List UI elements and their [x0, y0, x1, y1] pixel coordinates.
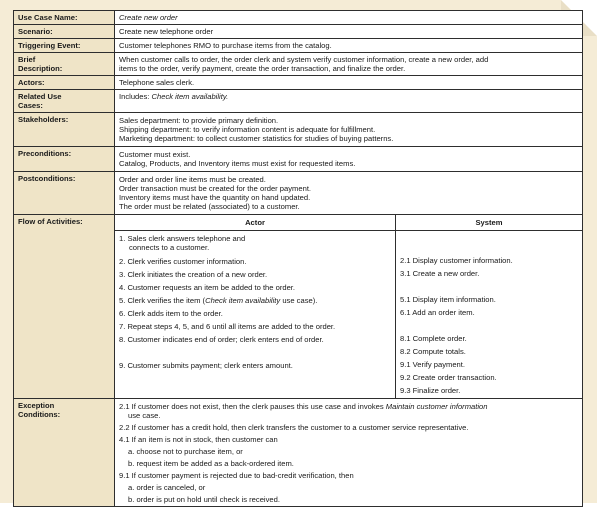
system-step: 6.1 Add an order item. — [400, 308, 475, 317]
row-label: Preconditions: — [14, 147, 115, 172]
system-step: 8.1 Complete order. — [400, 334, 467, 343]
system-step: 3.1 Create a new order. — [400, 269, 480, 278]
step-text: 5. Clerk verifies the item ( — [119, 296, 206, 305]
use-case-name-value: Create new order — [115, 11, 583, 25]
flow-of-activities-row — [14, 215, 583, 399]
actor-step: 6. Clerk adds item to the order. — [119, 309, 223, 318]
actor-step — [119, 234, 391, 252]
use-case-name-row — [14, 11, 583, 25]
stakeholders-row — [14, 113, 583, 147]
label-line: Exception — [18, 401, 55, 410]
actor-step: 2. Clerk verifies customer information. — [119, 257, 247, 266]
related-use-cases-value — [115, 90, 583, 113]
flow-of-activities-value — [115, 215, 583, 399]
flow-table — [115, 215, 582, 398]
label-line: Description: — [18, 64, 63, 73]
triggering-event-value: Customer telephones RMO to purchase items from the catalog. — [115, 39, 583, 53]
step-use-case: Check item availability — [205, 296, 281, 305]
step-text: connects to a customer. — [129, 243, 210, 252]
text-line: The order must be related (associated) to a customer. — [119, 202, 300, 211]
preconditions-row — [14, 147, 583, 172]
exception-item: 9.1 If customer payment is rejected due to bad-credit verification, then — [119, 471, 354, 480]
included-use-case: Check item availability. — [151, 92, 229, 101]
exception-item — [119, 402, 578, 420]
text-line: Customer must exist. — [119, 150, 191, 159]
system-column — [396, 231, 583, 399]
step-text: 1. Sales clerk answers telephone and — [119, 234, 246, 243]
exception-subitem: b. request item be added as a back-ordered item. — [128, 459, 294, 468]
row-label: Actors: — [14, 76, 115, 90]
row-label: Triggering Event: — [14, 39, 115, 53]
postconditions-row — [14, 172, 583, 215]
system-step: 9.1 Verify payment. — [400, 360, 466, 369]
exception-item: 2.2 If customer has a credit hold, then clerk transfers the customer to a customer service representative. — [119, 423, 469, 432]
row-label — [14, 399, 115, 507]
text-line: When customer calls to order, the order clerk and system verify customer information, create a new order, add — [119, 55, 489, 64]
actor-step: 7. Repeat steps 4, 5, and 6 until all items are added to the order. — [119, 322, 336, 331]
label-line: Brief — [18, 55, 36, 64]
exception-subitem: a. choose not to purchase item, or — [128, 447, 243, 456]
actor-column-header: Actor — [115, 215, 396, 231]
actor-step — [119, 296, 391, 305]
scenario-value: Create new telephone order — [115, 25, 583, 39]
preconditions-value — [115, 147, 583, 172]
system-step-spacer — [400, 234, 578, 252]
actors-row — [14, 76, 583, 90]
system-column-header: System — [396, 215, 583, 231]
exception-subitem: b. order is put on hold until check is received. — [128, 495, 280, 504]
stakeholders-value — [115, 113, 583, 147]
system-step: 8.2 Compute totals. — [400, 347, 466, 356]
row-label — [14, 90, 115, 113]
actor-step: 8. Customer indicates end of order; clerk enters end of order. — [119, 335, 324, 344]
flow-body-row — [115, 231, 582, 399]
system-step: 9.2 Create order transaction. — [400, 373, 497, 382]
text-line: items to the order, verify payment, create the order transaction, and finalize the order. — [119, 64, 406, 73]
exception-use-case: Maintain customer information — [385, 402, 488, 411]
actors-value: Telephone sales clerk. — [115, 76, 583, 90]
row-label — [14, 53, 115, 76]
triggering-event-row — [14, 39, 583, 53]
postconditions-value — [115, 172, 583, 215]
actor-step: 4. Customer requests an item be added to the order. — [119, 283, 296, 292]
text-line: Marketing department: to collect customer statistics for studies of buying patterns. — [119, 134, 394, 143]
row-label: Stakeholders: — [14, 113, 115, 147]
label-line: Related Use — [18, 92, 62, 101]
scenario-row — [14, 25, 583, 39]
actor-column — [115, 231, 396, 399]
row-label: Postconditions: — [14, 172, 115, 215]
system-step-spacer — [400, 321, 578, 330]
text-line: Order transaction must be created for the order payment. — [119, 184, 312, 193]
exception-conditions-row — [14, 399, 583, 507]
system-step: 5.1 Display item information. — [400, 295, 496, 304]
brief-description-value — [115, 53, 583, 76]
exception-text: 2.1 If customer does not exist, then the clerk pauses this use case and invokes — [119, 402, 386, 411]
text-line: Sales department: to provide primary definition. — [119, 116, 279, 125]
actor-step: 3. Clerk initiates the creation of a new order. — [119, 270, 268, 279]
system-step-spacer — [400, 282, 578, 291]
step-text: use case). — [280, 296, 318, 305]
text-line: Shipping department: to verify information content is adequate for fulfillment. — [119, 125, 376, 134]
brief-description-row — [14, 53, 583, 76]
exception-subitem: a. order is canceled, or — [128, 483, 206, 492]
row-label: Use Case Name: — [14, 11, 115, 25]
label-line: Cases: — [18, 101, 43, 110]
related-use-cases-row — [14, 90, 583, 113]
text-line: Catalog, Products, and Inventory items must exist for requested items. — [119, 159, 356, 168]
exception-text: use case. — [128, 411, 161, 420]
text-line: Order and order line items must be created. — [119, 175, 266, 184]
includes-prefix: Includes: — [119, 92, 152, 101]
actor-step: 9. Customer submits payment; clerk enters amount. — [119, 361, 293, 370]
exception-item: 4.1 If an item is not in stock, then customer can — [119, 435, 278, 444]
flow-header-row — [115, 215, 582, 231]
system-step: 9.3 Finalize order. — [400, 386, 461, 395]
system-step: 2.1 Display customer information. — [400, 256, 513, 265]
row-label: Scenario: — [14, 25, 115, 39]
label-line: Conditions: — [18, 410, 61, 419]
row-label: Flow of Activities: — [14, 215, 115, 399]
exception-conditions-value — [115, 399, 583, 507]
text-line: Inventory items must have the quantity on hand updated. — [119, 193, 311, 202]
use-case-table — [13, 10, 583, 507]
